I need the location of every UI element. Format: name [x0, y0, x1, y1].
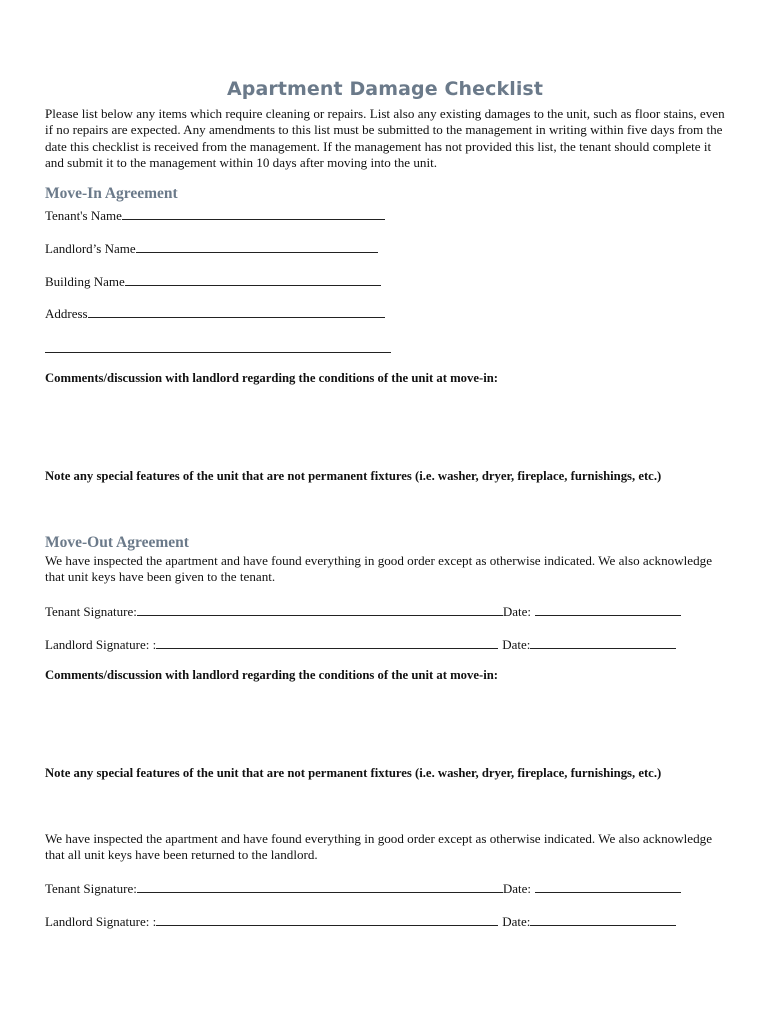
move-out-features-label: Note any special features of the unit that are not permanent fixtures (i.e. washer, dryer, fireplace, furnishings, etc.) [45, 766, 662, 780]
date-label: Date: [502, 914, 531, 929]
move-out-statement-1: We have inspected the apartment and have found everything in good order except as otherwise indicated. We also acknowledge that unit keys have been given to the tenant. [45, 553, 713, 585]
tenant-signature-row-2[interactable] [45, 880, 681, 897]
move-out-comments-label: Comments/discussion with landlord regarding the conditions of the unit at move-in: [45, 668, 499, 682]
tenant-name-line[interactable] [122, 207, 385, 220]
landlord-signature-row-1[interactable] [45, 636, 676, 653]
landlord-name-label: Landlord’s Name [45, 241, 136, 256]
tenant-signature-label: Tenant Signature: [45, 881, 137, 896]
address-label: Address [45, 306, 88, 321]
tenant-name-field[interactable] [45, 207, 385, 224]
building-name-field[interactable] [45, 273, 381, 290]
address-field[interactable] [45, 305, 385, 322]
landlord-signature-row-2[interactable] [45, 913, 676, 930]
landlord-signature-line[interactable] [156, 636, 498, 649]
move-in-features-label: Note any special features of the unit that are not permanent fixtures (i.e. washer, dryer, fireplace, furnishings, etc.) [45, 469, 662, 483]
tenant-signature-label: Tenant Signature: [45, 604, 137, 619]
tenant-signature-line[interactable] [137, 603, 503, 616]
landlord-signature-label: Landlord Signature: : [45, 637, 157, 652]
landlord-signature-label: Landlord Signature: : [45, 914, 157, 929]
date-line[interactable] [535, 880, 681, 893]
date-label: Date: [502, 604, 532, 619]
move-in-heading: Move-In Agreement [45, 185, 178, 202]
building-name-label: Building Name [45, 274, 125, 289]
intro-paragraph: Please list below any items which require cleaning or repairs. List also any existing damages to the unit, such as floor stains, even if no repairs are expected. Any amendments to this list must be submitted to the management in writing within five days from the date this checklist is received from the management. If the management has not provided this list, the tenant should complete it and submit it to the management within 10 days after moving into the unit. [45, 106, 725, 170]
tenant-name-label: Tenant's Name [45, 208, 122, 223]
date-label: Date: [502, 637, 531, 652]
address-line-2[interactable] [45, 338, 391, 353]
building-name-line[interactable] [125, 273, 381, 286]
landlord-signature-line[interactable] [156, 913, 498, 926]
move-out-heading: Move-Out Agreement [45, 534, 189, 551]
date-line[interactable] [535, 603, 681, 616]
tenant-signature-line[interactable] [137, 880, 503, 893]
move-in-comments-label: Comments/discussion with landlord regarding the conditions of the unit at move-in: [45, 371, 499, 385]
page-title: Apartment Damage Checklist [226, 78, 544, 100]
date-label: Date: [502, 881, 532, 896]
landlord-name-line[interactable] [136, 240, 378, 253]
tenant-signature-row-1[interactable] [45, 603, 681, 620]
landlord-name-field[interactable] [45, 240, 378, 257]
address-line[interactable] [88, 305, 385, 318]
date-line[interactable] [530, 636, 676, 649]
date-line[interactable] [530, 913, 676, 926]
move-out-statement-2: We have inspected the apartment and have found everything in good order except as otherwise indicated. We also acknowledge that all unit keys have been returned to the landlord. [45, 831, 713, 863]
